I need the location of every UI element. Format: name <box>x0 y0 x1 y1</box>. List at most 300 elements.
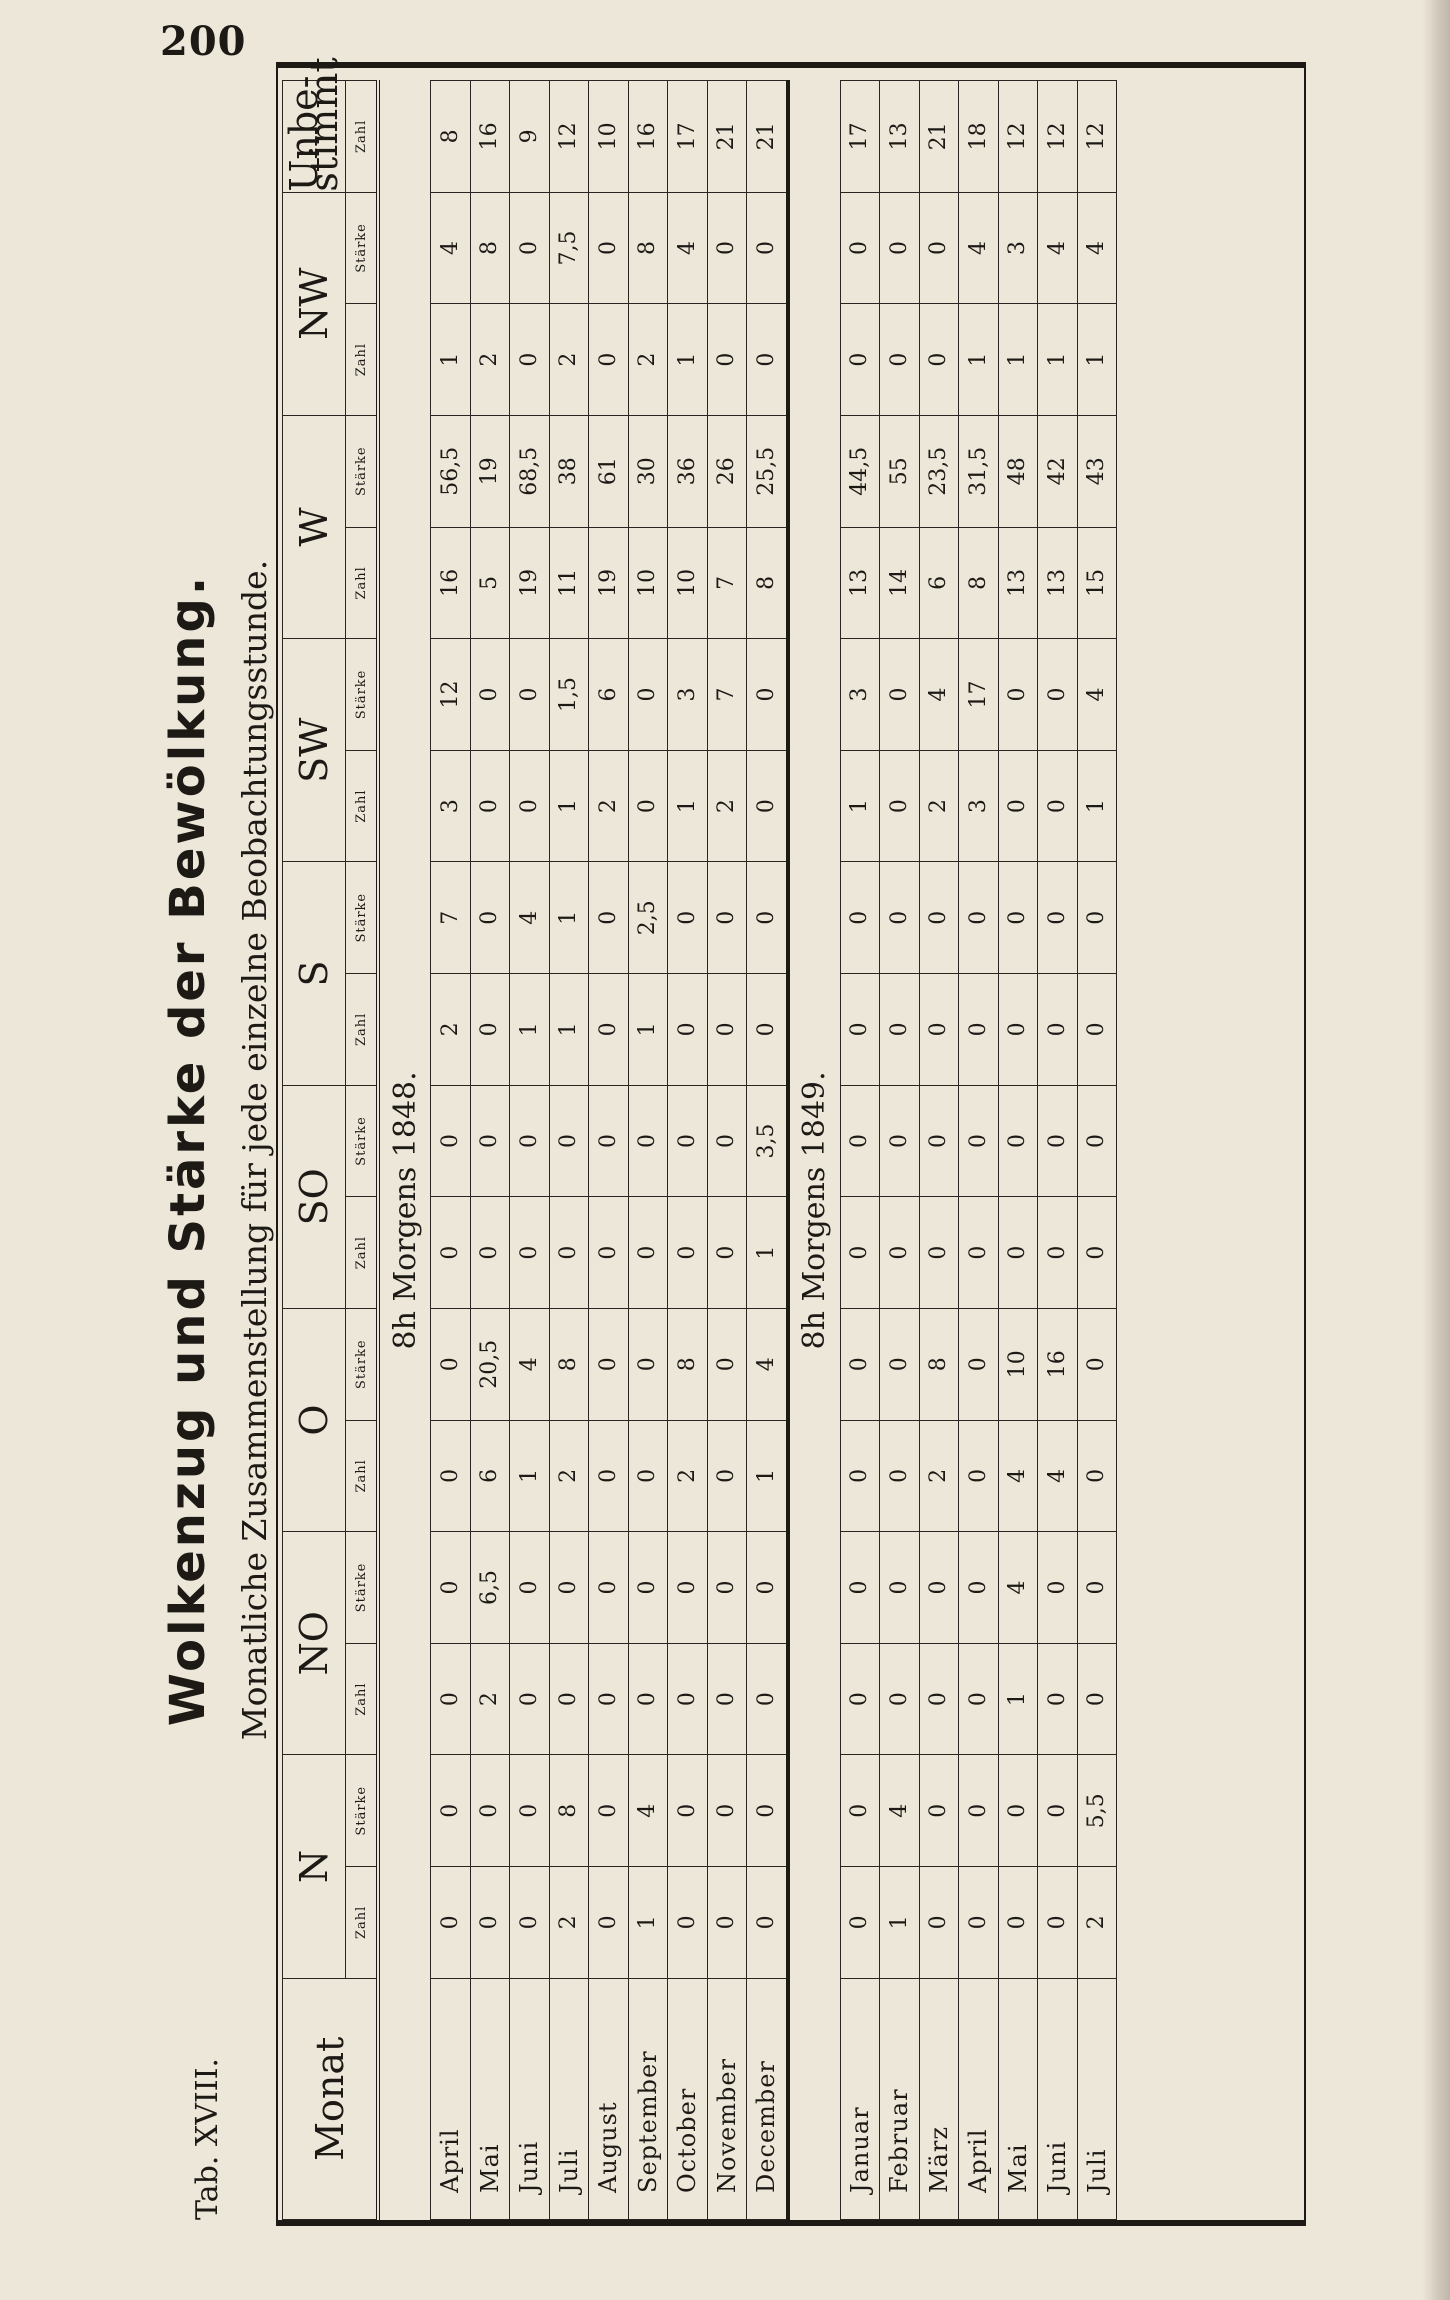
value-cell: 0 <box>589 1755 629 1867</box>
value-cell: 12 <box>431 639 471 751</box>
value-cell: 0 <box>431 1867 471 1979</box>
value-cell: 8 <box>470 192 510 304</box>
value-cell: 0 <box>959 974 999 1086</box>
value-cell: 0 <box>510 1532 550 1644</box>
value-cell: 6,5 <box>470 1532 510 1644</box>
value-cell: 0 <box>959 1755 999 1867</box>
value-cell: 0 <box>707 1532 747 1644</box>
value-cell: 0 <box>470 974 510 1086</box>
value-cell: 0 <box>628 1532 668 1644</box>
value-cell: 0 <box>919 1867 959 1979</box>
value-cell: 0 <box>431 1420 471 1532</box>
value-cell: 0 <box>747 1532 788 1644</box>
value-cell: 0 <box>431 1197 471 1309</box>
value-cell: 0 <box>880 639 920 751</box>
value-cell: 0 <box>840 1085 880 1197</box>
value-cell: 0 <box>510 639 550 751</box>
value-cell: 0 <box>919 1085 959 1197</box>
subheader-staerke: Stärke <box>346 1085 379 1197</box>
value-cell: 0 <box>470 750 510 862</box>
value-cell: 10 <box>589 81 629 193</box>
month-cell: Mai <box>470 1978 510 2219</box>
value-cell: 0 <box>840 1643 880 1755</box>
value-cell: 8 <box>628 192 668 304</box>
value-cell: 0 <box>628 1643 668 1755</box>
value-cell: 0 <box>1077 1643 1117 1755</box>
value-cell: 0 <box>919 192 959 304</box>
value-cell: 0 <box>707 1420 747 1532</box>
value-cell: 7 <box>707 527 747 639</box>
value-cell: 30 <box>628 415 668 527</box>
value-cell: 1 <box>1038 304 1078 416</box>
value-cell: 43 <box>1077 415 1117 527</box>
value-cell: 8 <box>668 1308 708 1420</box>
value-cell: 0 <box>589 1643 629 1755</box>
value-cell: 0 <box>510 1085 550 1197</box>
value-cell: 0 <box>959 1420 999 1532</box>
value-cell: 0 <box>919 1197 959 1309</box>
month-cell: October <box>668 1978 708 2219</box>
value-cell: 5,5 <box>1077 1755 1117 1867</box>
value-cell: 2 <box>919 750 959 862</box>
value-cell: 7,5 <box>549 192 589 304</box>
value-cell: 5 <box>470 527 510 639</box>
value-cell: 1 <box>549 862 589 974</box>
value-cell: 19 <box>470 415 510 527</box>
value-cell: 0 <box>919 1643 959 1755</box>
table-row <box>919 81 959 2220</box>
value-cell: 0 <box>998 1755 1038 1867</box>
value-cell: 18 <box>959 81 999 193</box>
value-cell: 0 <box>589 1085 629 1197</box>
subheader-zahl: Zahl <box>346 1867 379 1979</box>
section-header-row <box>378 81 431 2220</box>
value-cell: 0 <box>589 862 629 974</box>
value-cell: 56,5 <box>431 415 471 527</box>
value-cell: 19 <box>589 527 629 639</box>
subheader-zahl: Zahl <box>346 1420 379 1532</box>
value-cell: 4 <box>880 1755 920 1867</box>
value-cell: 0 <box>1077 1308 1117 1420</box>
value-cell: 0 <box>1038 639 1078 751</box>
value-cell: 0 <box>549 1643 589 1755</box>
value-cell: 31,5 <box>959 415 999 527</box>
table-row <box>510 81 550 2220</box>
value-cell: 1 <box>747 1197 788 1309</box>
value-cell: 0 <box>510 1197 550 1309</box>
header-direction-o: O <box>283 1308 346 1531</box>
month-cell: März <box>919 1978 959 2219</box>
subheader-zahl: Zahl <box>346 974 379 1086</box>
page-number: 200 <box>160 18 247 65</box>
value-cell: 0 <box>919 862 959 974</box>
month-cell: April <box>959 1978 999 2219</box>
value-cell: 55 <box>880 415 920 527</box>
header-direction-w: W <box>283 415 346 638</box>
value-cell: 1 <box>628 1867 668 1979</box>
value-cell: 21 <box>707 81 747 193</box>
value-cell: 1 <box>959 304 999 416</box>
value-cell: 21 <box>747 81 788 193</box>
month-cell: Januar <box>840 1978 880 2219</box>
table-row <box>840 81 880 2220</box>
value-cell: 7 <box>431 862 471 974</box>
value-cell: 12 <box>998 81 1038 193</box>
value-cell: 0 <box>840 974 880 1086</box>
value-cell: 0 <box>628 1420 668 1532</box>
value-cell: 6 <box>919 527 959 639</box>
table-header <box>282 57 379 2220</box>
value-cell: 0 <box>747 192 788 304</box>
value-cell: 8 <box>959 527 999 639</box>
value-cell: 42 <box>1038 415 1078 527</box>
value-cell: 0 <box>510 304 550 416</box>
table-row <box>628 81 668 2220</box>
month-cell: November <box>707 1978 747 2219</box>
month-cell: Mai <box>998 1978 1038 2219</box>
value-cell: 0 <box>880 192 920 304</box>
value-cell: 0 <box>668 1643 708 1755</box>
table-row <box>431 81 471 2220</box>
value-cell: 0 <box>1077 1532 1117 1644</box>
value-cell: 1 <box>510 1420 550 1532</box>
value-cell: 1 <box>840 750 880 862</box>
value-cell: 0 <box>1038 1755 1078 1867</box>
subheader-zahl: Zahl <box>346 1643 379 1755</box>
value-cell: 2 <box>431 974 471 1086</box>
value-cell: 16 <box>431 527 471 639</box>
page-edge-shadow <box>1422 0 1450 2300</box>
value-cell: 0 <box>959 1085 999 1197</box>
value-cell: 0 <box>840 304 880 416</box>
value-cell: 3 <box>998 192 1038 304</box>
table-row <box>1077 81 1117 2220</box>
value-cell: 2 <box>549 1867 589 1979</box>
section-label: 8h Morgens 1848. <box>378 81 431 2220</box>
value-cell: 2 <box>628 304 668 416</box>
value-cell: 0 <box>840 862 880 974</box>
value-cell: 0 <box>510 192 550 304</box>
value-cell: 4 <box>628 1755 668 1867</box>
value-cell: 12 <box>549 81 589 193</box>
value-cell: 0 <box>510 1867 550 1979</box>
value-cell: 0 <box>1038 1085 1078 1197</box>
table-row <box>880 81 920 2220</box>
value-cell: 0 <box>919 1755 959 1867</box>
value-cell: 0 <box>840 1420 880 1532</box>
value-cell: 68,5 <box>510 415 550 527</box>
value-cell: 0 <box>628 639 668 751</box>
value-cell: 0 <box>549 1085 589 1197</box>
table-row <box>707 81 747 2220</box>
value-cell: 0 <box>880 974 920 1086</box>
value-cell: 0 <box>470 1867 510 1979</box>
value-cell: 0 <box>431 1643 471 1755</box>
value-cell: 17 <box>840 81 880 193</box>
value-cell: 2 <box>549 304 589 416</box>
value-cell: 0 <box>1077 1085 1117 1197</box>
value-cell: 0 <box>880 1532 920 1644</box>
value-cell: 26 <box>707 415 747 527</box>
subheader-staerke: Stärke <box>346 639 379 751</box>
value-cell: 4 <box>1038 192 1078 304</box>
value-cell: 0 <box>880 1420 920 1532</box>
table-row <box>959 81 999 2220</box>
value-cell: 0 <box>628 750 668 862</box>
value-cell: 0 <box>840 1532 880 1644</box>
value-cell: 16 <box>1038 1308 1078 1420</box>
value-cell: 0 <box>589 192 629 304</box>
value-cell: 0 <box>959 1197 999 1309</box>
value-cell: 1 <box>668 304 708 416</box>
value-cell: 0 <box>668 1532 708 1644</box>
value-cell: 20,5 <box>470 1308 510 1420</box>
value-cell: 0 <box>1077 1197 1117 1309</box>
value-cell: 0 <box>998 974 1038 1086</box>
month-cell: August <box>589 1978 629 2219</box>
value-cell: 0 <box>549 1197 589 1309</box>
value-cell: 3,5 <box>747 1085 788 1197</box>
value-cell: 8 <box>431 81 471 193</box>
value-cell: 0 <box>707 192 747 304</box>
value-cell: 0 <box>431 1308 471 1420</box>
value-cell: 0 <box>1038 974 1078 1086</box>
value-cell: 0 <box>668 862 708 974</box>
value-cell: 0 <box>880 1643 920 1755</box>
subheader-staerke: Stärke <box>346 192 379 304</box>
section-header-row <box>788 81 841 2220</box>
value-cell: 0 <box>998 1867 1038 1979</box>
value-cell: 4 <box>747 1308 788 1420</box>
value-cell: 0 <box>747 1643 788 1755</box>
value-cell: 0 <box>707 1308 747 1420</box>
value-cell: 25,5 <box>747 415 788 527</box>
value-cell: 0 <box>1077 974 1117 1086</box>
value-cell: 0 <box>747 862 788 974</box>
value-cell: 0 <box>998 1085 1038 1197</box>
value-cell: 0 <box>589 304 629 416</box>
value-cell: 0 <box>628 1085 668 1197</box>
value-cell: 0 <box>589 1308 629 1420</box>
header-direction-so: SO <box>283 1085 346 1308</box>
value-cell: 0 <box>431 1085 471 1197</box>
table-row <box>747 81 788 2220</box>
value-cell: 4 <box>510 1308 550 1420</box>
value-cell: 0 <box>747 974 788 1086</box>
value-cell: 15 <box>1077 527 1117 639</box>
value-cell: 13 <box>1038 527 1078 639</box>
table-label: Tab. XVIII. <box>190 2058 225 2220</box>
value-cell: 0 <box>840 1755 880 1867</box>
value-cell: 4 <box>1077 192 1117 304</box>
value-cell: 2 <box>707 750 747 862</box>
value-cell: 0 <box>919 1532 959 1644</box>
value-cell: 0 <box>998 862 1038 974</box>
value-cell: 0 <box>1077 862 1117 974</box>
value-cell: 2 <box>589 750 629 862</box>
value-cell: 2 <box>470 304 510 416</box>
value-cell: 8 <box>549 1755 589 1867</box>
value-cell: 12 <box>1038 81 1078 193</box>
value-cell: 0 <box>959 1308 999 1420</box>
value-cell: 4 <box>1077 639 1117 751</box>
value-cell: 6 <box>589 639 629 751</box>
value-cell: 0 <box>628 1197 668 1309</box>
value-cell: 3 <box>959 750 999 862</box>
header-direction-sw: SW <box>283 639 346 862</box>
value-cell: 38 <box>549 415 589 527</box>
value-cell: 0 <box>707 862 747 974</box>
value-cell: 0 <box>998 639 1038 751</box>
value-cell: 0 <box>747 639 788 751</box>
value-cell: 17 <box>959 639 999 751</box>
value-cell: 0 <box>880 750 920 862</box>
value-cell: 44,5 <box>840 415 880 527</box>
header-unbestimmt: Unbe-stimmt <box>282 57 346 192</box>
value-cell: 0 <box>589 974 629 1086</box>
value-cell: 0 <box>1038 1867 1078 1979</box>
value-cell: 0 <box>1038 862 1078 974</box>
value-cell: 0 <box>431 1532 471 1644</box>
value-cell: 0 <box>470 1755 510 1867</box>
value-cell: 0 <box>747 750 788 862</box>
value-cell: 3 <box>431 750 471 862</box>
value-cell: 0 <box>880 862 920 974</box>
value-cell: 0 <box>589 1197 629 1309</box>
value-cell: 1 <box>880 1867 920 1979</box>
section-label: 8h Morgens 1849. <box>788 81 841 2220</box>
subheader-staerke: Stärke <box>346 1532 379 1644</box>
subheader-zahl: Zahl <box>346 304 379 416</box>
value-cell: 3 <box>840 639 880 751</box>
value-cell: 16 <box>628 81 668 193</box>
value-cell: 10 <box>628 527 668 639</box>
month-cell: April <box>431 1978 471 2219</box>
table-row <box>1038 81 1078 2220</box>
value-cell: 0 <box>589 1867 629 1979</box>
value-cell: 0 <box>668 1755 708 1867</box>
subheader-staerke: Stärke <box>346 862 379 974</box>
rotated-table-page <box>70 50 1320 2250</box>
value-cell: 8 <box>919 1308 959 1420</box>
value-cell: 0 <box>470 639 510 751</box>
month-cell: Juli <box>1077 1978 1117 2219</box>
header-direction-s: S <box>283 862 346 1085</box>
value-cell: 6 <box>470 1420 510 1532</box>
subheader-staerke: Stärke <box>346 415 379 527</box>
value-cell: 0 <box>747 1867 788 1979</box>
value-cell: 4 <box>668 192 708 304</box>
value-cell: 0 <box>589 1420 629 1532</box>
month-cell: Juli <box>549 1978 589 2219</box>
value-cell: 16 <box>470 81 510 193</box>
value-cell: 1 <box>549 974 589 1086</box>
value-cell: 0 <box>707 1085 747 1197</box>
value-cell: 0 <box>880 1197 920 1309</box>
value-cell: 1 <box>431 304 471 416</box>
value-cell: 2,5 <box>628 862 668 974</box>
value-cell: 0 <box>840 1197 880 1309</box>
value-cell: 0 <box>668 1867 708 1979</box>
value-cell: 0 <box>959 862 999 974</box>
subheader-zahl: Zahl <box>346 527 379 639</box>
month-cell: Juni <box>510 1978 550 2219</box>
subheader-staerke: Stärke <box>346 1308 379 1420</box>
subheader-staerke: Stärke <box>346 1755 379 1867</box>
value-cell: 0 <box>959 1643 999 1755</box>
value-cell: 0 <box>919 304 959 416</box>
table-subtitle: Monatliche Zusammenstellung für jede einzelne Beobachtungsstunde. <box>235 559 274 1741</box>
value-cell: 21 <box>919 81 959 193</box>
value-cell: 0 <box>707 1867 747 1979</box>
table-row <box>470 81 510 2220</box>
value-cell: 0 <box>510 750 550 862</box>
value-cell: 61 <box>589 415 629 527</box>
value-cell: 4 <box>959 192 999 304</box>
table-title: Wolkenzug und Stärke der Bewölkung. <box>160 573 216 1727</box>
value-cell: 4 <box>510 862 550 974</box>
month-cell: Juni <box>1038 1978 1078 2219</box>
value-cell: 23,5 <box>919 415 959 527</box>
header-direction-n: N <box>283 1755 346 1978</box>
value-cell: 0 <box>840 1867 880 1979</box>
table-row <box>549 81 589 2220</box>
month-cell: December <box>747 1978 788 2219</box>
value-cell: 0 <box>707 974 747 1086</box>
value-cell: 36 <box>668 415 708 527</box>
value-cell: 0 <box>668 1085 708 1197</box>
value-cell: 4 <box>998 1420 1038 1532</box>
value-cell: 0 <box>880 304 920 416</box>
value-cell: 13 <box>880 81 920 193</box>
value-cell: 13 <box>840 527 880 639</box>
value-cell: 0 <box>431 1755 471 1867</box>
value-cell: 0 <box>840 192 880 304</box>
value-cell: 0 <box>959 1532 999 1644</box>
value-cell: 4 <box>998 1532 1038 1644</box>
value-cell: 2 <box>470 1643 510 1755</box>
value-cell: 11 <box>549 527 589 639</box>
value-cell: 1 <box>668 750 708 862</box>
value-cell: 1 <box>1077 750 1117 862</box>
subheader-zahl: Zahl <box>346 81 379 193</box>
value-cell: 0 <box>628 1308 668 1420</box>
value-cell: 0 <box>998 750 1038 862</box>
value-cell: 0 <box>510 1755 550 1867</box>
value-cell: 0 <box>1038 750 1078 862</box>
value-cell: 0 <box>1038 1197 1078 1309</box>
value-cell: 1 <box>998 304 1038 416</box>
value-cell: 0 <box>707 1755 747 1867</box>
table-row <box>668 81 708 2220</box>
value-cell: 0 <box>589 1532 629 1644</box>
value-cell: 2 <box>919 1420 959 1532</box>
value-cell: 0 <box>668 974 708 1086</box>
value-cell: 19 <box>510 527 550 639</box>
value-cell: 0 <box>668 1197 708 1309</box>
value-cell: 0 <box>880 1308 920 1420</box>
header-direction-nw: NW <box>283 192 346 415</box>
value-cell: 0 <box>510 1643 550 1755</box>
value-cell: 2 <box>668 1420 708 1532</box>
value-cell: 1 <box>1077 304 1117 416</box>
value-cell: 8 <box>747 527 788 639</box>
value-cell: 48 <box>998 415 1038 527</box>
header-direction-no: NO <box>283 1532 346 1755</box>
table-body <box>378 81 1117 2220</box>
subheader-zahl: Zahl <box>346 1197 379 1309</box>
value-cell: 9 <box>510 81 550 193</box>
